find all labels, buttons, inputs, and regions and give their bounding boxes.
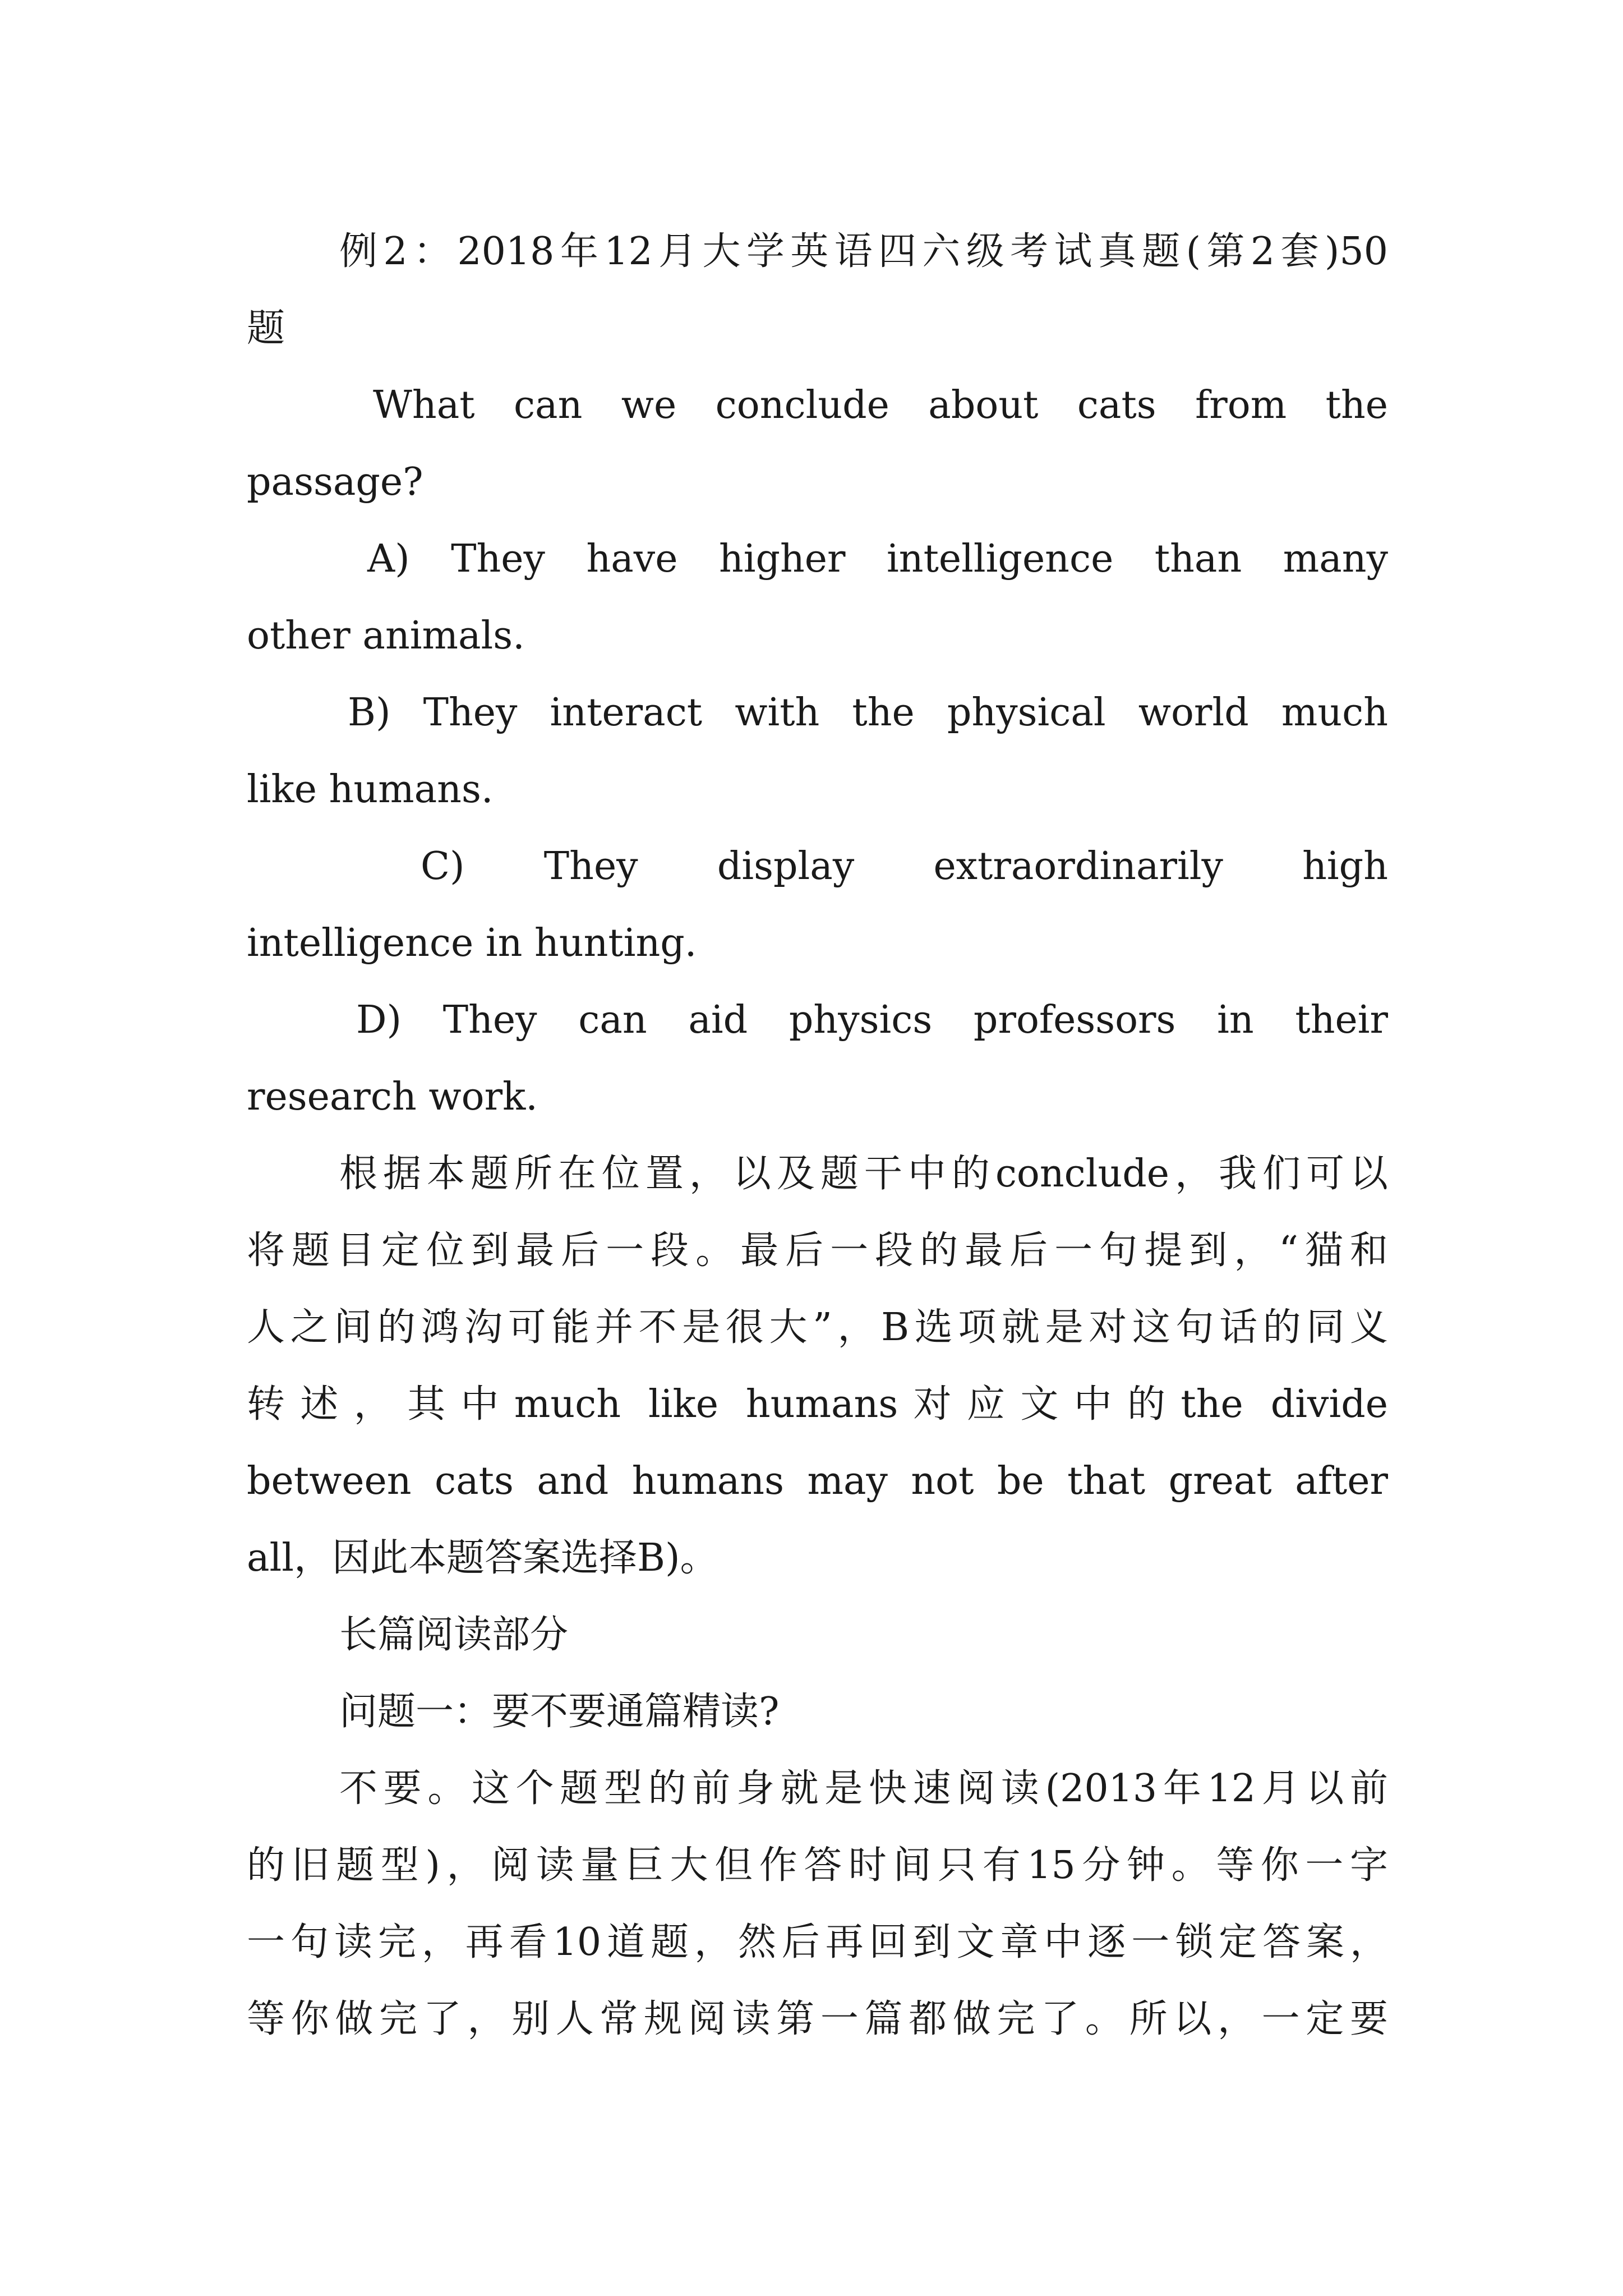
section-heading: 长篇阅读部分: [339, 1613, 569, 1657]
question-stem-line: What can we conclude about cats from the: [373, 383, 1388, 427]
answer-paragraph: [247, 1750, 1388, 2058]
document-body: [247, 213, 1388, 2058]
answer-line: 的旧题型)，阅读量巨大但作答时间只有15分钟。等你一字: [247, 1843, 1388, 1888]
example-title: [247, 213, 1388, 367]
question-one-heading: 问题一：要不要通篇精读?: [339, 1690, 780, 1734]
option-b: [247, 674, 1388, 828]
answer-line: 不要。这个题型的前身就是快速阅读(2013年12月以前: [339, 1766, 1388, 1811]
answer-line: 一句读完，再看10道题，然后再回到文章中逐一锁定答案，: [247, 1920, 1388, 1964]
analysis-line: 将题目定位到最后一段。最后一段的最后一句提到，“猫和: [247, 1228, 1388, 1273]
option-d-line: D) They can aid physics professors in their: [356, 998, 1388, 1042]
option-a: [247, 521, 1388, 674]
analysis-line: all，因此本题答案选择B)。: [247, 1536, 718, 1580]
option-c-line: C) They display extraordinarily high: [421, 844, 1388, 889]
option-d-line: research work.: [247, 1075, 538, 1119]
analysis-line: 根据本题所在位置，以及题干中的conclude，我们可以: [339, 1152, 1388, 1196]
analysis-line: between cats and humans may not be that great after: [247, 1459, 1388, 1503]
example-title-line: 例2：2018年12月大学英语四六级考试真题(第2套)50: [339, 229, 1388, 274]
option-a-line: A) They have higher intelligence than many: [367, 537, 1388, 581]
question-stem: [247, 367, 1388, 521]
analysis-line: 转述，其中much like humans对应文中的the divide: [247, 1382, 1388, 1427]
option-b-line: like humans.: [247, 767, 494, 812]
option-a-line: other animals.: [247, 614, 525, 658]
example-title-line: 题: [247, 306, 285, 351]
analysis-paragraph: [247, 1135, 1388, 1596]
option-c-line: intelligence in hunting.: [247, 921, 697, 965]
option-d: [247, 982, 1388, 1135]
answer-line: 等你做完了，别人常规阅读第一篇都做完了。所以，一定要: [247, 1997, 1388, 2041]
option-b-line: B) They interact with the physical world much: [348, 691, 1388, 735]
question-stem-line: passage?: [247, 460, 423, 504]
option-c: [247, 828, 1388, 982]
analysis-line: 人之间的鸿沟可能并不是很大”，B选项就是对这句话的同义: [247, 1305, 1388, 1350]
